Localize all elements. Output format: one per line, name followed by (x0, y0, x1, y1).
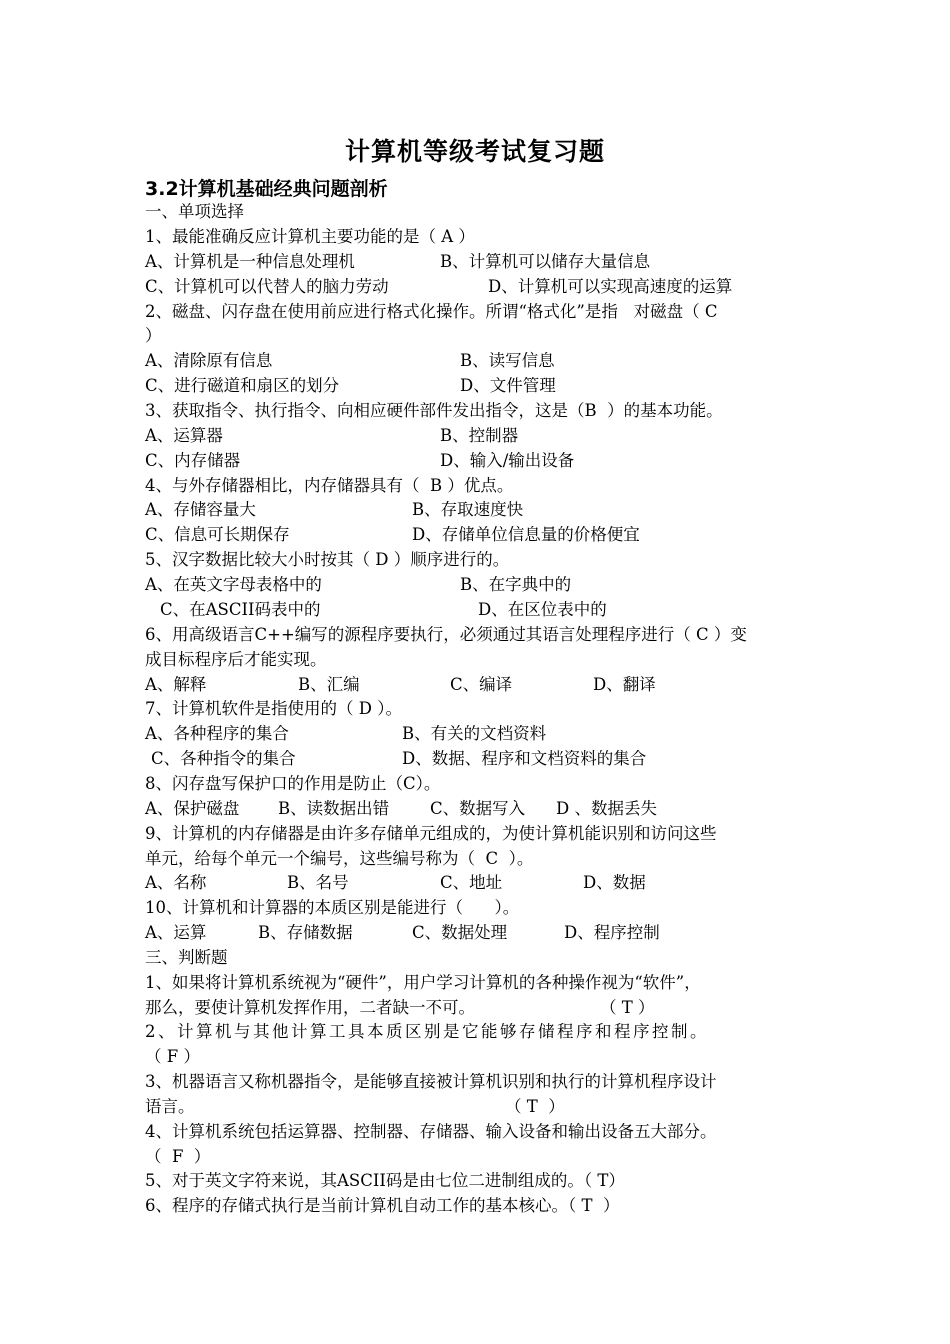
q1-option-d: D、计算机可以实现高速度的运算 (488, 277, 733, 296)
q9-option-a: A、名称 (145, 873, 207, 892)
q2-stem: 2、磁盘、闪存盘在使用前应进行格式化操作。所谓“格式化”是指 对磁盘（ C (145, 302, 718, 321)
q9-stem: 9、计算机的内存储器是由许多存储单元组成的，为使计算机能识别和访问这些 (145, 824, 717, 843)
j5-line1: 5、对于英文字符来说，其ASCII码是由七位二进制组成的。（ T） (145, 1171, 625, 1190)
q3-option-b: B、控制器 (440, 426, 519, 445)
q9-option-b: B、名号 (287, 873, 349, 892)
q9-option-c: C、地址 (440, 873, 503, 892)
q4-stem: 4、与外存储器相比，内存储器具有（ B ）优点。 (145, 476, 514, 495)
j4-line2: （ F ） (145, 1147, 211, 1166)
q8-stem: 8、闪存盘写保护口的作用是防止（C）。 (145, 774, 441, 793)
q3-option-c: C、内存储器 (145, 451, 241, 470)
j1-line2: 那么，要使计算机发挥作用，二者缺一不可。 (145, 998, 475, 1017)
q10-option-a: A、运算 (145, 923, 207, 942)
q2-option-c: C、进行磁道和扇区的划分 (145, 376, 340, 395)
q2-option-a: A、清除原有信息 (145, 351, 273, 370)
q10-option-d: D、程序控制 (564, 923, 660, 942)
q8-option-a: A、保护磁盘 (145, 799, 240, 818)
q6-option-a: A、解释 (145, 675, 207, 694)
q2-option-d: D、文件管理 (460, 376, 556, 395)
q7-option-d: D、数据、程序和文档资料的集合 (402, 749, 647, 768)
q4-option-b: B、存取速度快 (412, 500, 524, 519)
j6-line1: 6、程序的存储式执行是当前计算机自动工作的基本核心。（ T ） (145, 1196, 620, 1215)
q10-option-c: C、数据处理 (412, 923, 508, 942)
q2-option-b: B、读写信息 (460, 351, 555, 370)
q6-stem: 6、用高级语言C++编写的源程序要执行，必须通过其语言处理程序进行（ C ）变 (145, 625, 747, 644)
q9-option-d: D、数据 (583, 873, 646, 892)
j1-answer: （ T ） (600, 998, 655, 1017)
q6-option-b: B、汇编 (298, 675, 360, 694)
q7-option-a: A、各种程序的集合 (145, 724, 289, 743)
q5-option-a: A、在英文字母表格中的 (145, 575, 322, 594)
q6-stem-cont: 成目标程序后才能实现。 (145, 650, 327, 669)
q6-option-d: D、翻译 (593, 675, 656, 694)
j1-line1: 1、如果将计算机系统视为“硬件”，用户学习计算机的各种操作视为“软件”， (145, 973, 701, 992)
j3-line1: 3、机器语言又称机器指令，是能够直接被计算机识别和执行的计算机程序设计 (145, 1072, 717, 1091)
q7-option-c: C、各种指令的集合 (151, 749, 296, 768)
q3-option-d: D、输入/输出设备 (440, 451, 575, 470)
q1-option-a: A、计算机是一种信息处理机 (145, 252, 355, 271)
j2-line1: 2、计算机与其他计算工具本质区别是它能够存储程序和程序控制。 (145, 1022, 709, 1041)
q10-stem: 10、计算机和计算器的本质区别是能进行（ ）。 (145, 898, 520, 917)
q2-stem-cont: ） (145, 326, 162, 345)
section-heading: 3.2计算机基础经典问题剖析 (145, 178, 388, 200)
q4-option-d: D、存储单位信息量的价格便宜 (412, 525, 640, 544)
j3-answer: （ T ） (505, 1097, 565, 1116)
q3-stem: 3、获取指令、执行指令、向相应硬件部件发出指令，这是（B ）的基本功能。 (145, 401, 723, 420)
q1-option-b: B、计算机可以储存大量信息 (440, 252, 651, 271)
q5-option-d: D、在区位表中的 (478, 600, 607, 619)
q5-option-b: B、在字典中的 (460, 575, 572, 594)
j3-line2: 语言。 (145, 1097, 195, 1116)
part3-heading: 三、判断题 (145, 948, 228, 967)
q6-option-c: C、编译 (450, 675, 513, 694)
q8-option-b: B、读数据出错 (278, 799, 390, 818)
q4-option-a: A、存储容量大 (145, 500, 256, 519)
q10-option-b: B、存储数据 (258, 923, 353, 942)
q7-option-b: B、有关的文档资料 (402, 724, 547, 743)
q4-option-c: C、信息可长期保存 (145, 525, 290, 544)
page-title: 计算机等级考试复习题 (344, 137, 605, 166)
part1-heading: 一、单项选择 (145, 202, 244, 221)
j2-line2: （ F ） (145, 1047, 200, 1066)
q3-option-a: A、运算器 (145, 426, 223, 445)
j4-line1: 4、计算机系统包括运算器、控制器、存储器、输入设备和输出设备五大部分。 (145, 1122, 717, 1141)
q8-option-c: C、数据写入 (430, 799, 526, 818)
q9-stem-cont: 单元，给每个单元一个编号，这些编号称为（ C ）。 (145, 849, 534, 868)
q5-option-c: C、在ASCII码表中的 (160, 600, 321, 619)
q8-option-d: D 、数据丢失 (556, 799, 657, 818)
q7-stem: 7、计算机软件是指使用的（ D ）。 (145, 699, 402, 718)
q1-stem: 1、最能准确反应计算机主要功能的是（ A ） (145, 227, 475, 246)
q5-stem: 5、汉字数据比较大小时按其（ D ）顺序进行的。 (145, 550, 510, 569)
q1-option-c: C、计算机可以代替人的脑力劳动 (145, 277, 389, 296)
